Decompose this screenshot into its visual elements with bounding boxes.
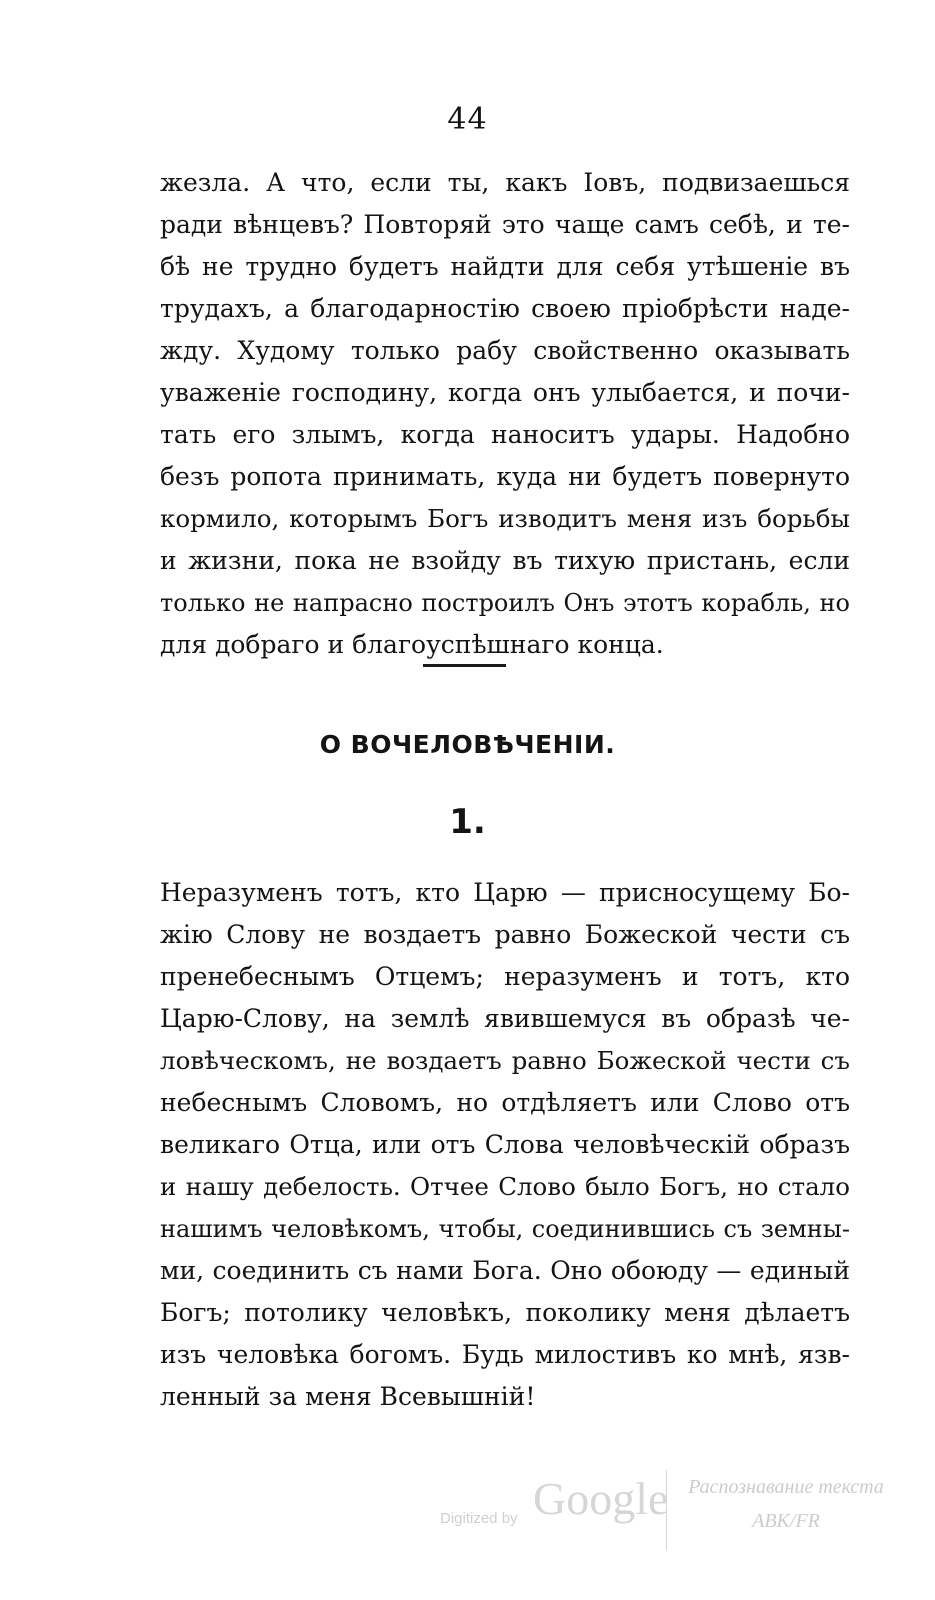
text-line: Царю-Слову, на землѣ явившемуся въ образѣ че- [160, 1004, 850, 1033]
text-line: и жизни, пока не взойду въ тихую пристань, если [160, 546, 850, 575]
text-line: ленный за меня Всевышній! [160, 1382, 536, 1411]
section-title: О ВОЧЕЛОВѢЧЕНІИ. [319, 730, 616, 759]
text-line: жію Слову не воздаетъ равно Божеской чести съ [160, 920, 850, 949]
watermark-digitized-label: Digitized by [440, 1510, 518, 1527]
section-divider [423, 664, 506, 667]
text-line: бѣ не трудно будетъ найдти для себя утѣшеніе въ [160, 252, 850, 281]
paragraph-section-1 [160, 872, 850, 1418]
text-line: ради вѣнцевъ? Повторяй это чаще самъ себѣ, и те- [160, 210, 850, 239]
text-line: изъ человѣка богомъ. Будь милостивъ ко мнѣ, язв- [160, 1340, 850, 1369]
text-line: жезла. А что, если ты, какъ Іовъ, подвизаешься [160, 168, 850, 197]
text-line: великаго Отца, или отъ Слова человѣческій образъ [160, 1130, 850, 1159]
text-line: пренебеснымъ Отцемъ; неразуменъ и тотъ, кто [160, 962, 850, 991]
watermark-ocr-line: Распознавание текста [688, 1476, 884, 1498]
text-line: только не напрасно построилъ Онъ этотъ корабль, но [160, 589, 850, 617]
text-line: небеснымъ Словомъ, но отдѣляетъ или Слово отъ [160, 1088, 850, 1117]
text-line: нашимъ человѣкомъ, чтобы, соединившись съ земны- [160, 1215, 850, 1243]
text-line: Неразуменъ тотъ, кто Царю — присносущему Бо- [160, 878, 850, 907]
text-line: безъ ропота принимать, куда ни будетъ повернуто [160, 462, 850, 491]
google-watermark [440, 1460, 900, 1560]
google-logo: Google [533, 1473, 669, 1524]
paragraph-continuation [160, 162, 850, 666]
text-line: жду. Худому только рабу свойственно оказывать [160, 336, 850, 365]
text-line: Богъ; потолику человѣкъ, поколику меня дѣлаетъ [160, 1298, 850, 1327]
watermark-ocr-credit [672, 1470, 900, 1538]
text-line: ловѣческомъ, не воздаетъ равно Божеской чести съ [160, 1046, 850, 1075]
watermark-ocr-line: ABK/FR [752, 1510, 820, 1532]
section-number: 1. [449, 802, 486, 842]
text-line: кормило, которымъ Богъ изводитъ меня изъ борьбы [160, 504, 850, 533]
text-line: трудахъ, а благодарностію своею пріобрѣсти наде- [160, 294, 850, 323]
text-line: для добраго и благоуспѣшнаго конца. [160, 630, 664, 659]
watermark-divider [666, 1470, 667, 1550]
text-line: ми, соединить съ нами Бога. Оно обоюду — единый [160, 1256, 850, 1285]
page-number: 44 [447, 102, 488, 137]
text-line: и нашу дебелость. Отчее Слово было Богъ, но стало [160, 1172, 850, 1201]
text-line: уваженіе господину, когда онъ улыбается, и почи- [160, 378, 850, 407]
text-line: тать его злымъ, когда наноситъ удары. Надобно [160, 420, 850, 449]
